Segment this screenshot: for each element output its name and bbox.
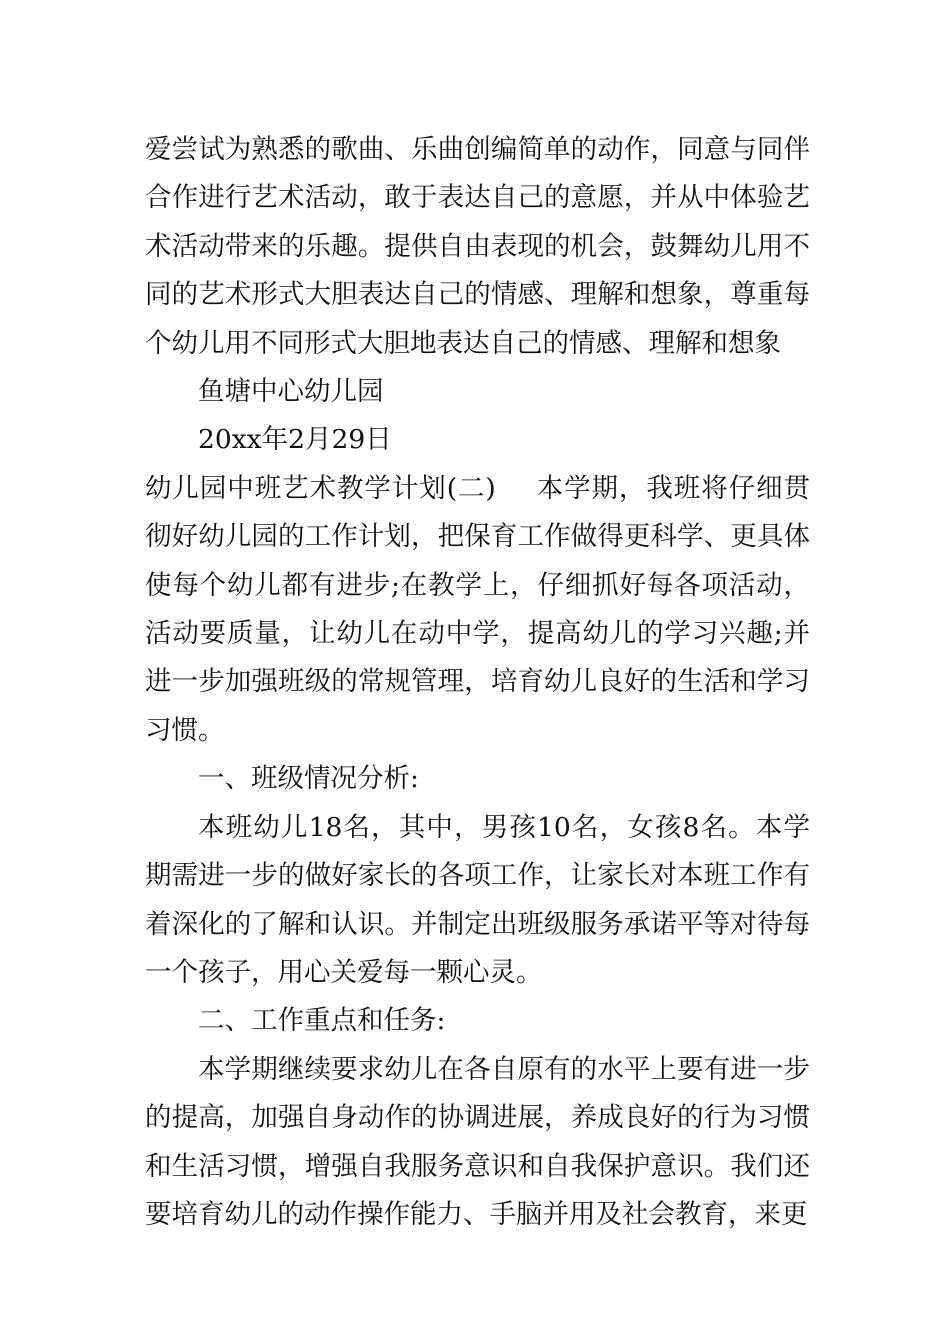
document-body <box>145 126 810 1239</box>
school-name: 鱼塘中心幼儿园 <box>198 376 384 408</box>
body-paragraph-work-focus: 本学期继续要求幼儿在各自原有的水平上要有进一步的提高，加强自身动作的协调进展，养成良好的行为习惯和生活习惯，增强自我服务意识和自我保护意识。我们还要培育幼儿的动作操作能力、手脑并用及社会教育，来更 <box>145 1053 810 1230</box>
section-intro-paragraph <box>145 465 810 755</box>
body-paragraph-class-analysis: 本班幼儿18名，其中，男孩10名，女孩8名。本学期需进一步的做好家长的各项工作，让家长对本班工作有着深化的了解和认识。并制定出班级服务承诺平等对待每一个孩子，用心关爱每一颗心灵。 <box>145 811 810 988</box>
body-paragraph-art-goals: 爱尝试为熟悉的歌曲、乐曲创编简单的动作，同意与同伴合作进行艺术活动，敢于表达自己的意愿，并从中体验艺术活动带来的乐趣。提供自由表现的机会，鼓舞幼儿用不同的艺术形式大胆表达自己的情感、理解和想象，尊重每个幼儿用不同形式大胆地表达自己的情感、理解和想象 <box>145 134 810 359</box>
heading-work-focus: 二、工作重点和任务: <box>198 1005 446 1037</box>
heading-class-analysis: 一、班级情况分析: <box>198 763 419 795</box>
document-date: 20xx年2月29日 <box>198 424 392 456</box>
section-intro: 本学期，我班将仔细贯彻好幼儿园的工作计划，把保育工作做得更科学、更具体使每个幼儿都有进步;在教学上，仔细抓好每各项活动，活动要质量，让幼儿在动中学，提高幼儿的学习兴趣;并进一步加强班级的常规管理，培育幼儿良好的生活和学习习惯。 <box>145 472 811 746</box>
section-title: 幼儿园中班艺术教学计划(二) <box>145 472 496 504</box>
